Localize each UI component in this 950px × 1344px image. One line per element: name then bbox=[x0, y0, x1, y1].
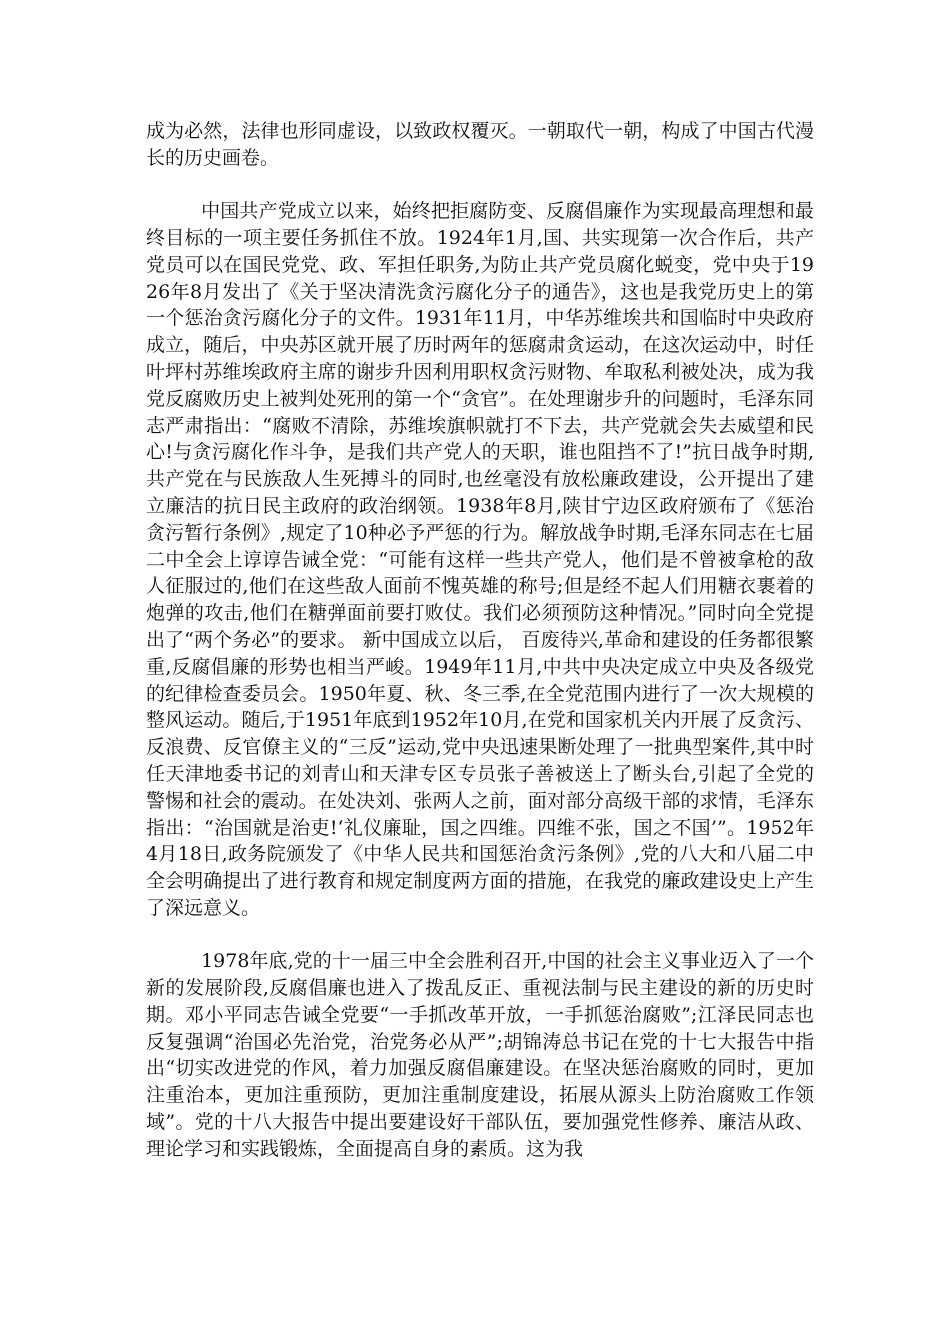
paragraph-continued: 成为必然，法律也形同虚设，以致政权覆灭。一朝取代一朝，构成了中国古代漫长的历史画卷。 bbox=[146, 120, 814, 169]
paragraph-reform-era: 1978年底,党的十一届三中全会胜利召开,中国的社会主义事业迈入了一个新的发展阶段,反腐倡廉也进入了拨乱反正、重视法制与民主建设的新的历史时期。邓小平同志告诫全党要“一手抓改革开放，一手抓惩治腐败”;江泽民同志也反复强调“治国必先治党，治党务必从严”;胡锦涛总书记在党的十七大报告中指出“切实改进党的作风，着力加强反腐倡廉建设。在坚决惩治腐败的同时，更加注重治本，更加注重预防，更加注重制度建设，拓展从源头上防治腐败工作领域”。党的十八大报告中提出要建设好干部队伍，要加强党性修养、廉洁从政、理论学习和实践锻炼，全面提高自身的素质。这为我 bbox=[146, 950, 814, 1160]
paragraph-party-history: 中国共产党成立以来，始终把拒腐防变、反腐倡廉作为实现最高理想和最终目标的一项主要任务抓住不放。1924年1月,国、共实现第一次合作后，共产党员可以在国民党党、政、军担任职务,为防止共产党员腐化蜕变，党中央于1926年8月发出了《关于坚决清洗贪污腐化分子的通告》，这也是我党历史上的第一个惩治贪污腐化分子的文件。1931年11月，中华苏维埃共和国临时中央政府成立，随后，中央苏区就开展了历时两年的惩腐肃贪运动，在这次运动中，时任叶坪村苏维埃政府主席的谢步升因利用职权贪污财物、牟取私利被处决，成为我党反腐败历史上被判处死刑的第一个“贪官”。在处理谢步升的问题时，毛泽东同志严肃指出：“腐败不清除，苏维埃旗帜就打不下去，共产党就会失去威望和民心!与贪污腐化作斗争，是我们共产党人的天职，谁也阻挡不了!”抗日战争时期,共产党在与民族敌人生死搏斗的同时,也丝毫没有放松廉政建设，公开提出了建立廉洁的抗日民主政府的政治纲领。1938年8月,陕甘宁边区政府颁布了《惩治贪污暂行条例》,规定了10种必予严惩的行为。解放战争时期,毛泽东同志在七届二中全会上谆谆告诫全党：“可能有这样一些共产党人，他们是不曾被拿枪的敌人征服过的,他们在这些敌人面前不愧英雄的称号;但是经不起人们用糖衣裹着的炮弹的攻击,他们在糖弹面前要打败仗。我们必须预防这种情况。”同时向全党提出了“两个务必”的要求。 新中国成立以后， 百废待兴,革命和建设的任务都很繁重,反腐倡廉的形势也相当严峻。1949年11月,中共中央决定成立中央及各级党的纪律检查委员会。1950年夏、秋、冬三季,在全党范围内进行了一次大规模的整风运动。随后,于1951年底到1952年10月,在党和国家机关内开展了反贪污、反浪费、反官僚主义的“三反”运动,党中央迅速果断处理了一批典型案件,其中时任天津地委书记的刘青山和天津专区专员张子善被送上了断头台,引起了全党的警惕和社会的震动。在处决刘、张两人之前，面对部分高级干部的求情，毛泽东指出：“治国就是治吏!‘礼仪廉耻，国之四维。四维不张，国之不国’”。1952年4月18日,政务院颁发了《中华人民共和国惩治贪污条例》,党的八大和八届二中全会明确提出了进行教育和规定制度两方面的措施，在我党的廉政建设史上产生了深远意义。 bbox=[146, 200, 814, 919]
document-body bbox=[146, 118, 814, 1163]
